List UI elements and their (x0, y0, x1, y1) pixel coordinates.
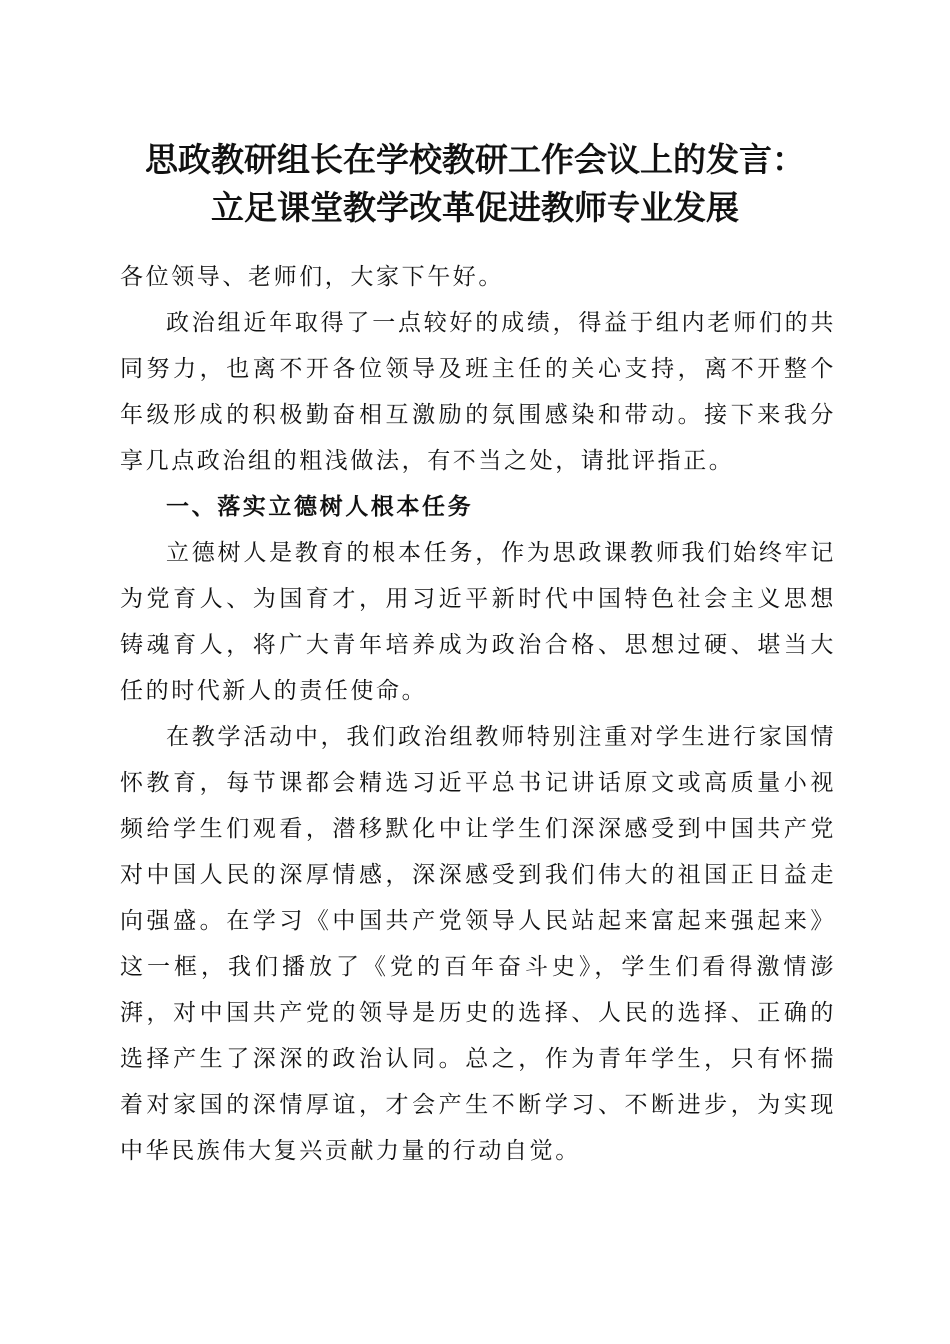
paragraph-teaching-activities: 在教学活动中，我们政治组教师特别注重对学生进行家国情怀教育，每节课都会精选习近平总书记讲话原文或高质量小视频给学生们观看，潜移默化中让学生们深深感受到中国共产党对中国人民的深厚情感，深深感受到我们伟大的祖国正日益走向强盛。在学习《中国共产党领导人民站起来富起来强起来》这一框，我们播放了《党的百年奋斗史》，学生们看得激情澎湃，对中国共产党的领导是历史的选择、人民的选择、正确的选择产生了深深的政治认同。总之，作为青年学生，只有怀揣着对家国的深情厚谊，才会产生不断学习、不断进步，为实现中华民族伟大复兴贡献力量的行动自觉。 (120, 724, 836, 1164)
paragraph-intro: 政治组近年取得了一点较好的成绩，得益于组内老师们的共同努力，也离不开各位领导及班主任的关心支持，离不开整个年级形成的积极勤奋相互激励的氛围感染和带动。接下来我分享几点政治组的粗浅做法，有不当之处，请批评指正。 (120, 310, 836, 474)
section-heading-1: 一、落实立德树人根本任务 (166, 493, 474, 520)
paragraph-moral-education: 立德树人是教育的根本任务，作为思政课教师我们始终牢记为党育人、为国育才，用习近平新时代中国特色社会主义思想铸魂育人，将广大青年培养成为政治合格、思想过硬、堪当大任的时代新人的责任使命。 (120, 540, 836, 704)
document-title-line-2: 立足课堂教学改革促进教师专业发展 (211, 188, 739, 227)
document-title-line-1: 思政教研组长在学校教研工作会议上的发言： (145, 140, 805, 179)
salutation: 各位领导、老师们，大家下午好。 (120, 264, 504, 290)
document-body (120, 254, 836, 1174)
